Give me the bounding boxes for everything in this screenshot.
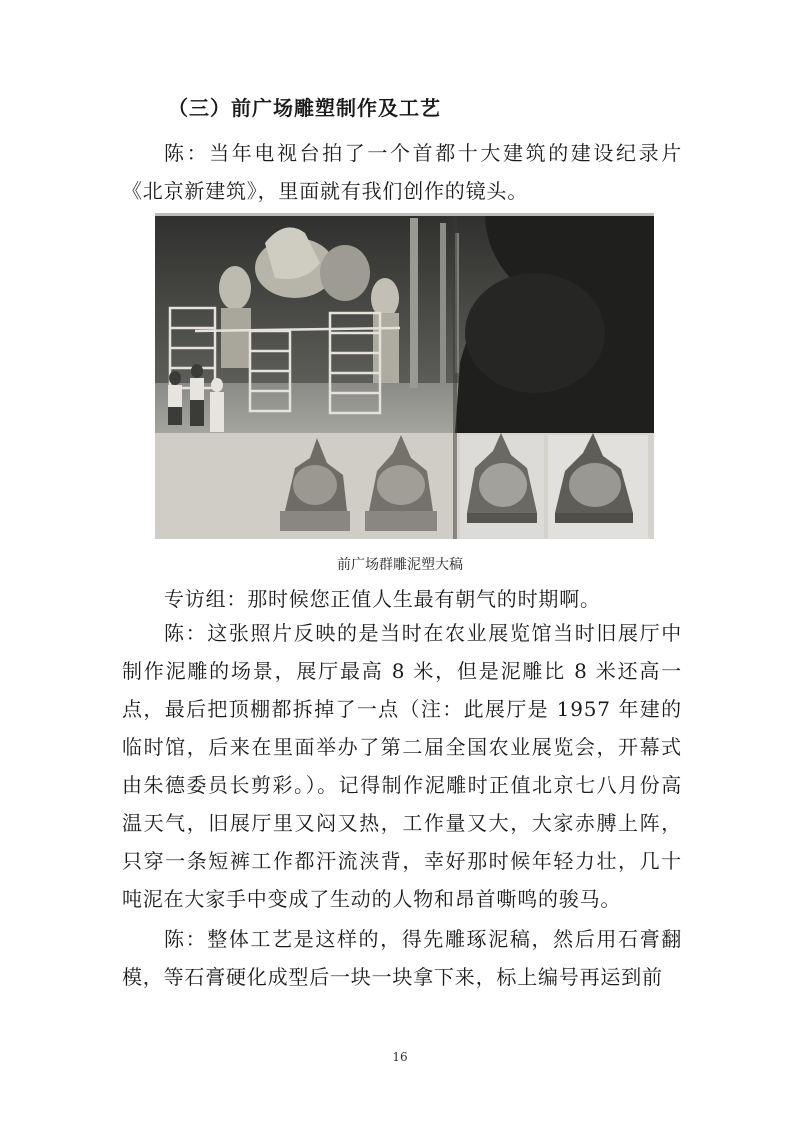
archival-photo [155, 213, 654, 539]
figure-caption: 前广场群雕泥塑大稿 [337, 557, 463, 573]
paragraph-3: 陈：这张照片反映的是当时在农业展览馆当时旧展厅中制作泥雕的场景，展厅最高 8 米，但是泥雕比 8 米还高一点，最后把顶棚都拆掉了一点（注：此展厅是 1957 年建的临时馆，后来在里面举办了第二届全国农业展览会，开幕式由朱德委员长剪彩。）。记得制作泥雕时正值北京七八月份高温天气，旧展厅里又闷又热，工作量又大，大家赤膊上阵，只穿一条短裤工作都汗流浃背，幸好那时候年轻力壮，几十吨泥在大家手中变成了生动的人物和昂首嘶鸣的骏马。 [122, 621, 682, 911]
paragraph-1: 陈：当年电视台拍了一个首都十大建筑的建设纪录片《北京新建筑》，里面就有我们创作的镜头。 [122, 141, 682, 203]
paragraph-4: 陈：整体工艺是这样的，得先雕琢泥稿，然后用石膏翻模，等石膏硬化成型后一块一块拿下来，标上编号再运到前 [122, 927, 682, 989]
section-heading: （三）前广场雕塑制作及工艺 [168, 96, 441, 120]
sculpture-workshop-photo [155, 213, 654, 539]
page-number: 16 [392, 1050, 408, 1064]
paragraph-2: 专访组：那时候您正值人生最有朝气的时期啊。 [164, 587, 601, 611]
